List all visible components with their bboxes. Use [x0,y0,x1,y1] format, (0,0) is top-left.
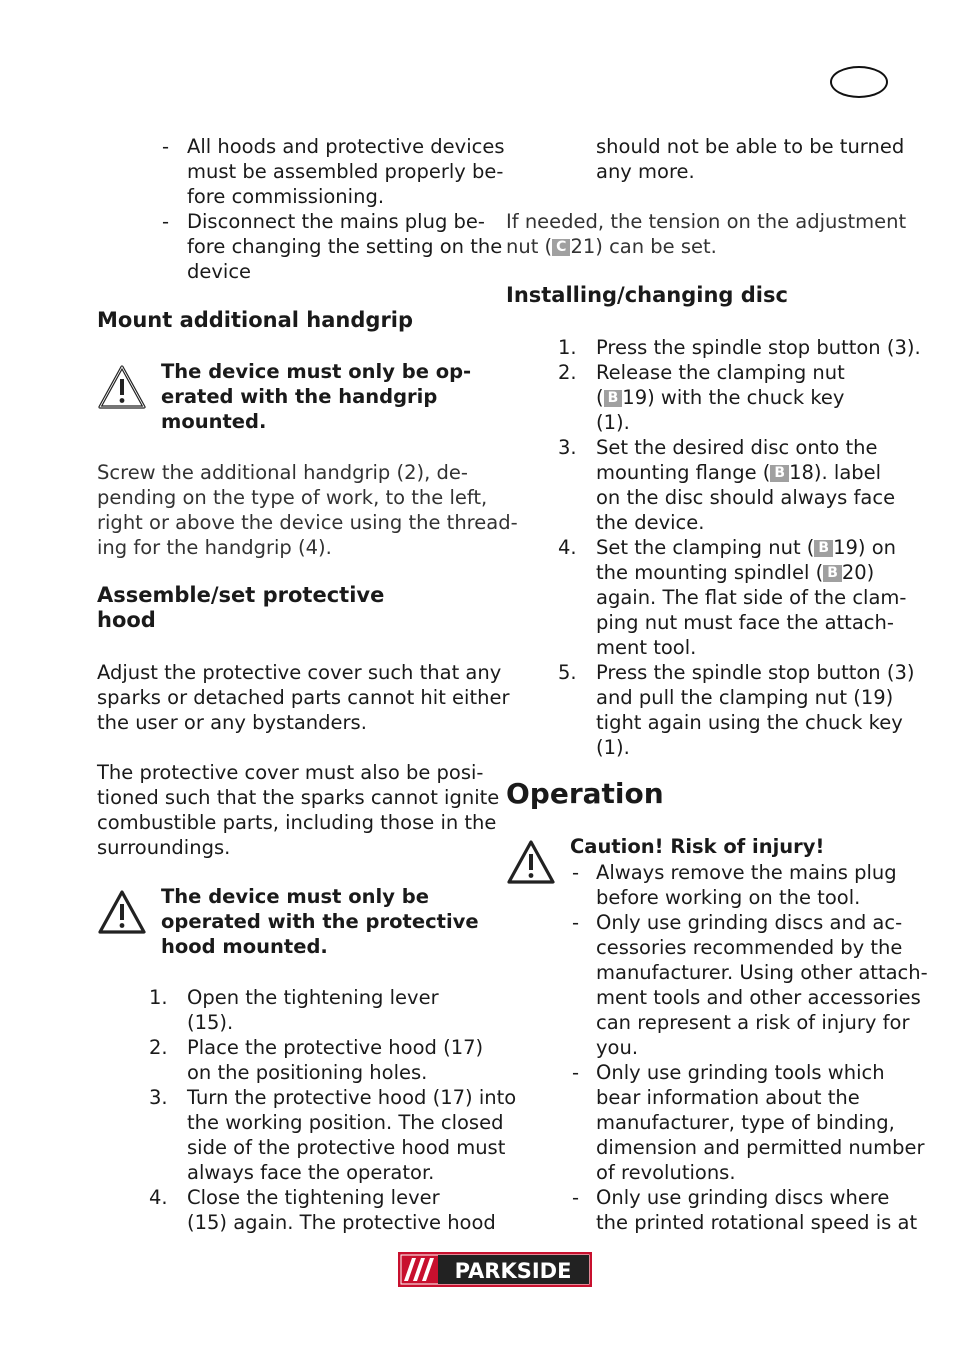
paragraph-line: Screw the additional handgrip (2), de- [97,461,468,484]
paragraph [97,660,510,735]
warning-triangle-icon [506,838,556,886]
step-number: 4. [149,1186,168,1209]
step-number: 2. [149,1036,168,1059]
list-item-line: you. [596,1036,639,1059]
figure-badge: B [770,465,789,482]
list-item-line: bear information about the [596,1086,860,1109]
text: the mounting spindlel ( [596,561,824,584]
list-item-line: (1). [596,736,630,759]
list-item-line: ment tool. [596,636,697,659]
list-item-line: cessories recommended by the [596,936,903,959]
list-item-line: before working on the tool. [596,886,861,909]
figure-badge: C [552,239,570,256]
figure-badge: B [814,540,833,557]
paragraph-line: sparks or detached parts cannot hit either [97,686,510,709]
section-heading-handgrip: Mount additional handgrip [97,308,414,332]
step-number: 3. [149,1086,168,1109]
paragraph-line: ing for the handgrip (4). [97,536,332,559]
list-item-line: Always remove the mains plug [596,861,897,884]
paragraph-line: the user or any bystanders. [97,711,367,734]
bullet-dash: - [572,861,580,884]
step-number: 1. [558,336,577,359]
list-item-line: fore changing the setting on the [187,235,503,258]
list-item-line [596,560,906,585]
bullet-dash: - [572,1186,580,1209]
list-item-line: dimension and permitted number [596,1136,925,1159]
warning-line: The device must only be [161,885,429,908]
list-item-line: ping nut must face the attach- [596,611,894,634]
list-item-line: on the disc should always face [596,486,896,509]
list-item-line: Place the protective hood (17) [187,1036,484,1059]
paragraph-line: combustible parts, including those in the [97,811,497,834]
text: nut ( [506,235,553,258]
bullet-dash: - [572,1061,580,1084]
list-item-line: and pull the clamping nut (19) [596,686,894,709]
list-item [596,860,897,910]
paragraph-line: tioned such that the sparks cannot ignite [97,786,500,809]
step-number: 4. [558,536,577,559]
list-item-line: Turn the protective hood (17) into [187,1086,517,1109]
logo-text: PARKSIDE [454,1259,572,1283]
parkside-logo [398,1252,592,1287]
step-number: 2. [558,361,577,384]
list-item [187,1035,483,1085]
list-item-line: device [187,260,252,283]
paragraph [97,460,518,560]
warning-line: hood mounted. [161,935,328,958]
list-item-line: any more. [596,160,695,183]
text: 20) [841,561,875,584]
list-item-line: the working position. The closed [187,1111,504,1134]
list-item [187,1085,516,1185]
warning-line: The device must only be op- [161,360,472,383]
warning-line: erated with the handgrip [161,385,438,408]
list-item-line [596,385,845,410]
list-item-line: Only use grinding tools which [596,1061,885,1084]
list-item-line: Only use grinding discs where [596,1186,890,1209]
list-item-line: Open the tightening lever [187,986,439,1009]
warning-text [161,884,479,959]
list-item-line: Set the desired disc onto the [596,436,878,459]
text: 21) can be set. [570,235,717,258]
section-heading-hood [97,583,384,633]
list-item-line: Close the tightening lever [187,1186,440,1209]
text: Set the clamping nut ( [596,536,815,559]
list-item [596,360,845,435]
list-item-line: Disconnect the mains plug be- [187,210,485,233]
warning-triangle-icon [97,363,147,411]
text: 18). label [789,461,882,484]
caution-heading: Caution! Risk of injury! [570,835,825,858]
list-item-line: ment tools and other accessories [596,986,921,1009]
list-item-line: fore commissioning. [187,185,385,208]
figure-badge: B [604,390,623,407]
list-item-line: All hoods and protective devices [187,135,505,158]
list-item [187,209,502,284]
list-item [596,535,906,660]
figure-badge: B [823,565,842,582]
list-item-line: (15) again. The protective hood [187,1211,496,1234]
bullet-dash: - [162,210,170,233]
list-item [187,134,504,209]
text: ( [596,386,604,409]
list-item-line: on the positioning holes. [187,1061,428,1084]
list-item-line: Release the clamping nut [596,361,845,384]
step-number: 3. [558,436,577,459]
list-item-line: Press the spindle stop button (3) [596,661,915,684]
section-heading-disc: Installing/changing disc [506,283,788,307]
list-item-line: (1). [596,411,630,434]
list-item-continued [596,134,904,184]
list-item [596,335,921,360]
step-number: 5. [558,661,577,684]
text: mounting flange ( [596,461,771,484]
paragraph-line: surroundings. [97,836,231,859]
list-item-line: always face the operator. [187,1161,435,1184]
language-tab-oval [830,66,888,98]
list-item-line: should not be able to be turned [596,135,905,158]
list-item-line [596,460,895,485]
list-item-line: again. The flat side of the clam- [596,586,907,609]
paragraph-line: If needed, the tension on the adjustment [506,210,907,233]
list-item [187,1185,496,1235]
paragraph [506,209,906,259]
paragraph-line: The protective cover must also be posi- [97,761,484,784]
warning-text [161,359,471,434]
list-item [596,910,928,1060]
list-item-line: can represent a risk of injury for [596,1011,910,1034]
paragraph-line: Adjust the protective cover such that any [97,661,502,684]
step-number: 1. [149,986,168,1009]
warning-triangle-icon [97,888,147,936]
list-item [596,1060,925,1185]
heading-line: hood [97,608,156,632]
list-item [596,660,914,760]
list-item [596,1185,917,1235]
paragraph-line [506,234,906,259]
bullet-dash: - [162,135,170,158]
list-item-line: side of the protective hood must [187,1136,506,1159]
list-item-line: the printed rotational speed is at [596,1211,918,1234]
list-item-line [596,535,906,560]
list-item-line: Only use grinding discs and ac- [596,911,903,934]
list-item [187,985,439,1035]
text: 19) with the chuck key [622,386,845,409]
list-item [596,435,895,535]
paragraph-line: pending on the type of work, to the left, [97,486,488,509]
heading-line: Assemble/set protective [97,583,385,607]
warning-line: operated with the protective [161,910,479,933]
section-heading-operation: Operation [506,777,664,810]
list-item-line: the device. [596,511,705,534]
warning-line: mounted. [161,410,267,433]
list-item-line: manufacturer, type of binding, [596,1111,895,1134]
list-item-line: of revolutions. [596,1161,736,1184]
paragraph [97,760,499,860]
paragraph-line: right or above the device using the thread- [97,511,518,534]
list-item-line: manufacturer. Using other attach- [596,961,928,984]
list-item-line: Press the spindle stop button (3). [596,336,921,359]
text: 19) on [833,536,896,559]
bullet-dash: - [572,911,580,934]
list-item-line: (15). [187,1011,234,1034]
list-item-line: must be assembled properly be- [187,160,504,183]
list-item-line: tight again using the chuck key [596,711,903,734]
